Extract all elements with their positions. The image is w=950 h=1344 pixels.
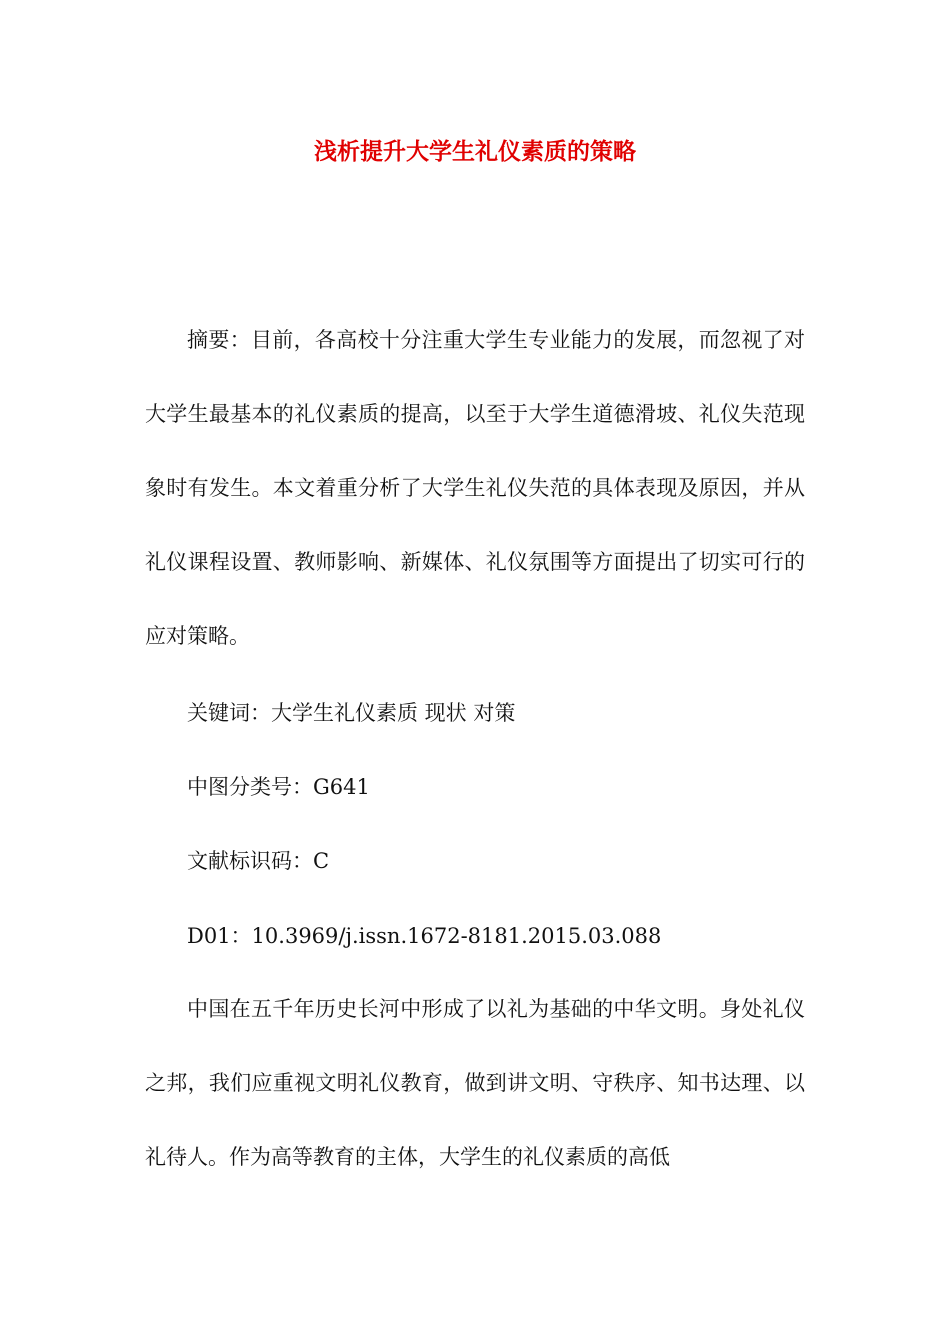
doi-line: D01：10.3969/j.issn.1672-8181.2015.03.088 bbox=[187, 924, 662, 948]
intro-paragraph: 中国在五千年历史长河中形成了以礼为基础的中华文明。身处礼仪之邦，我们应重视文明礼仪教育，做到讲文明、守秩序、知书达理、以礼待人。作为高等教育的主体，大学生的礼仪素质的高低 bbox=[145, 997, 805, 1169]
document-code-line: 文献标识码：C bbox=[187, 849, 330, 873]
clc-number-line: 中图分类号：G641 bbox=[187, 775, 370, 799]
keywords-line: 关键词：大学生礼仪素质 现状 对策 bbox=[187, 701, 516, 725]
document-title: 浅析提升大学生礼仪素质的策略 bbox=[314, 139, 636, 165]
abstract-paragraph: 摘要：目前，各高校十分注重大学生专业能力的发展，而忽视了对大学生最基本的礼仪素质的提高，以至于大学生道德滑坡、礼仪失范现象时有发生。本文着重分析了大学生礼仪失范的具体表现及原因，并从礼仪课程设置、教师影响、新媒体、礼仪氛围等方面提出了切实可行的应对策略。 bbox=[145, 328, 805, 648]
